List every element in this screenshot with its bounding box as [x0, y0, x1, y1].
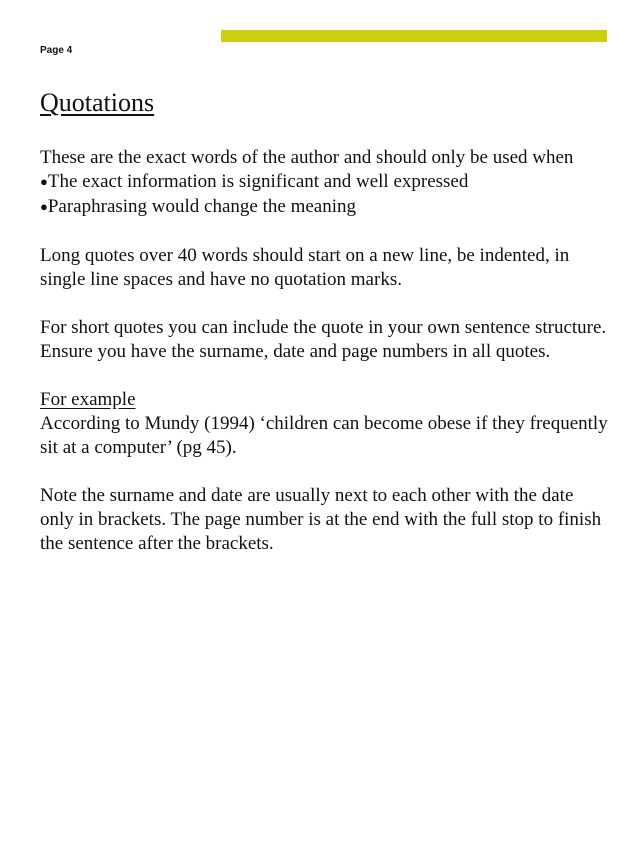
page-number-label: Page 4 — [40, 45, 73, 56]
paragraph-gap — [40, 292, 610, 316]
header-accent-bar — [221, 30, 607, 42]
note-paragraph: Note the surname and date are usually next to each other with the date only in brackets. The page number is at the end with the full stop to finish the sentence after the brackets. — [40, 485, 602, 554]
paragraph-gap — [40, 460, 610, 484]
bullet-list — [40, 170, 610, 220]
long-quotes-paragraph: Long quotes over 40 words should start on a new line, be indented, in single line spaces and have no quotation marks. — [40, 245, 570, 290]
bullet-text: The exact information is significant and well expressed — [47, 171, 469, 192]
bullet-icon: ● — [40, 174, 48, 189]
section-heading: Quotations — [40, 88, 155, 117]
paragraph-gap — [40, 364, 610, 388]
bullet-item — [40, 195, 610, 220]
example-paragraph: According to Mundy (1994) ‘children can become obese if they frequently sit at a computer’ (pg 45). — [40, 413, 608, 458]
paragraph-gap — [40, 220, 610, 244]
short-quotes-paragraph: For short quotes you can include the quote in your own sentence structure. Ensure you have the surname, date and page numbers in all quotes. — [40, 317, 607, 362]
bullet-icon: ● — [40, 199, 48, 214]
bullet-text: Paraphrasing would change the meaning — [47, 196, 356, 217]
document-content — [40, 88, 610, 556]
bullet-item — [40, 170, 610, 195]
example-label: For example — [40, 389, 136, 410]
intro-paragraph: These are the exact words of the author and should only be used when — [40, 147, 574, 168]
